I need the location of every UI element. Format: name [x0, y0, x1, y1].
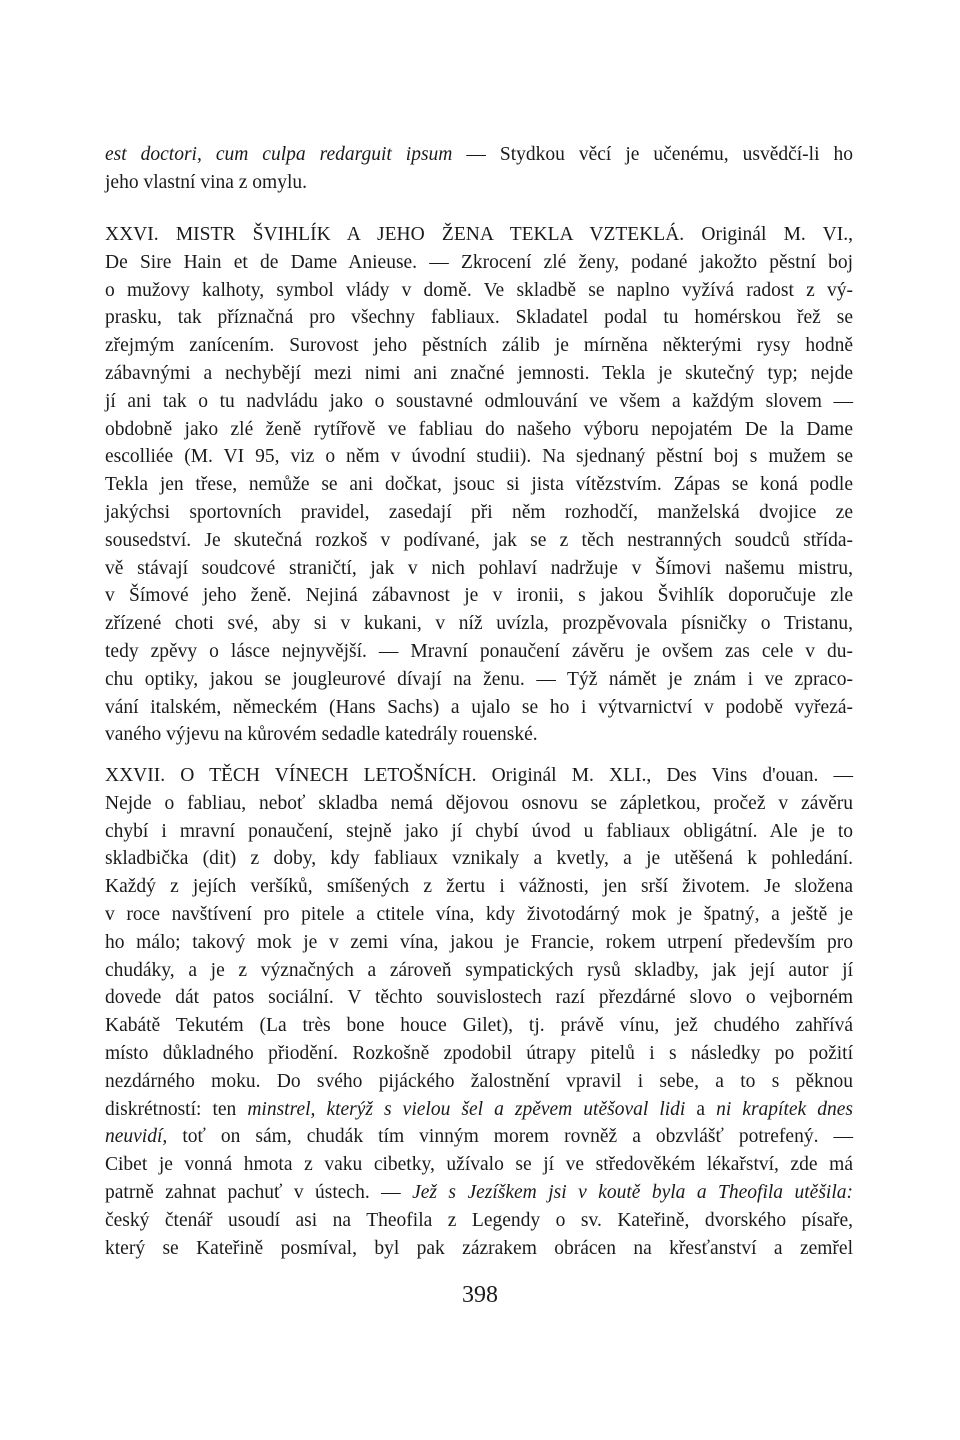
paragraph-line: v Šímové jeho ženě. Nejiná zábavnost je v ironii, s jakou Švihlík doporučuje zle: [105, 585, 853, 607]
paragraph-line: jakýchsi sportovních pravidel, zasedají při něm rozhodčí, manželská dvojice ze: [105, 501, 853, 523]
paragraph-line: o mužovy kalhoty, symbol vlády v domě. Ve skladbě se naplno vyžívá radost z vý-: [105, 279, 853, 301]
intro-line: jeho vlastní vina z omylu.: [105, 171, 308, 193]
paragraph-line: XXVII. O TĚCH VÍNECH LETOŠNÍCH. Originál M. XLI., Des Vins d'ouan. —: [105, 765, 853, 786]
paragraph-line: skladbička (dit) z doby, kdy fabliaux vznikaly a kvetly, a je utěšená k pohledání.: [105, 848, 853, 870]
section-xxvii: [105, 762, 853, 1262]
paragraph-line: zábavnými a nechybějí mezi nimi ani značné jemnosti. Tekla je skutečný typ; nejde: [105, 362, 853, 384]
paragraph-line: ho málo; takový mok je v zemi vína, jakou je Francie, rokem utrpení především pro: [105, 931, 853, 953]
paragraph-line: De Sire Hain et de Dame Anieuse. — Zkrocení zlé ženy, podané jakožto pěstní boj: [105, 251, 853, 273]
paragraph-line: Cibet je vonná hmota z vaku cibetky, užívalo se jí ve středověkém lékařství, zde má: [105, 1154, 853, 1176]
paragraph-line: chybí i mravní ponaučení, stejně jako jí chybí úvod u fabliaux obligátní. Ale je to: [105, 820, 853, 842]
paragraph-line: jí ani tak o tu nadvládu jako o soustavné odmlouvání ve všem a každým slovem —: [105, 390, 853, 412]
paragraph-line: tedy zpěvy o lásce nejnyvější. — Mravní ponaučení závěru je ovšem zas cele v du-: [105, 640, 853, 662]
paragraph-line: escolliée (M. VI 95, viz o něm v úvodní studii). Na sjednaný pěstní boj s mužem se: [105, 446, 853, 468]
paragraph-line: chudáky, a je z význačných a zároveň sympatických rysů skladby, jak její autor jí: [105, 959, 853, 981]
intro-paragraph: [105, 141, 853, 197]
paragraph-line: český čtenář usoudí asi na Theofila z Legendy o sv. Kateřině, dvorského písaře,: [105, 1209, 853, 1231]
paragraph-line: nezdárného moku. Do svého pijáckého žalostnění vpravil i sebe, a to s pěknou: [105, 1070, 853, 1092]
paragraph-line: chu optiky, jakou se jougleurové dívají na ženu. — Týž námět je znám i ve zpraco-: [105, 668, 853, 690]
paragraph-line: místo důkladného přiodění. Rozkošně zpodobil útrapy pitelů i s následky po požití: [105, 1042, 853, 1064]
paragraph-line: vě stávají soudcové straničtí, jak v nich pohlaví nadržuje v Šímovi našemu mistru,: [105, 557, 853, 579]
paragraph-line: vání italském, německém (Hans Sachs) a ujalo se ho i výtvarnictví v podobě vyřezá-: [105, 696, 853, 718]
paragraph-line: obdobně jako zlé ženě rytířově ve fabliau do našeho výboru nepojatém De la Dame: [105, 418, 853, 440]
paragraph-line: Každý z jejích veršíků, smíšených z žertu i vážnosti, jen srší životem. Je složena: [105, 876, 853, 898]
paragraph-line: patrně zahnat pachuť v ústech. — Jež s Jezíškem jsi v koutě byla a Theofila utěšila:: [105, 1181, 853, 1203]
paragraph-line: neuvidí, toť on sám, chudák tím vinným morem rovněž a obzvlášť potrefený. —: [105, 1126, 853, 1148]
latin-quote: est doctori, cum culpa redarguit ipsum: [105, 144, 453, 165]
page-number: 398: [462, 1282, 498, 1308]
paragraph-line: v roce navštívení pro pitele a ctitele vína, kdy životodárný mok je špatný, a ještě je: [105, 903, 853, 925]
intro-line: est doctori, cum culpa redarguit ipsum — Stydkou věcí je učenému, usvědčí-li ho: [105, 144, 853, 165]
paragraph-line: Tekla jen třese, nemůže se ani dočkat, jsouc si jista vítězstvím. Zápas se koná podle: [105, 474, 853, 496]
paragraph-line: Nejde o fabliau, neboť skladba nemá dějovou osnovu se zápletkou, pročež v závěru: [105, 792, 853, 814]
paragraph-line: diskrétností: ten minstrel, kterýž s vielou šel a zpěvem utěšoval lidi a ni krapítek dnes: [105, 1098, 853, 1120]
paragraph-line: zřízené choti své, aby si v kukani, v níž uvízla, prozpěvovala písničky o Tristanu,: [105, 613, 853, 635]
paragraph-line: sousedství. Je skutečná rozkoš v podívané, jak se z těch nestranných soudců střída-: [105, 529, 853, 551]
paragraph-line: XXVI. MISTR ŠVIHLÍK A JEHO ŽENA TEKLA VZTEKLÁ. Originál M. VI.,: [105, 224, 853, 245]
section-xxvi: [105, 221, 853, 749]
paragraph-line: který se Kateřině posmíval, byl pak zázrakem obrácen na křesťanství a zemřel: [105, 1237, 853, 1259]
paragraph-line: dovede dát patos sociální. V těchto souvislostech razí přezdárné slovo o vejborném: [105, 987, 853, 1009]
paragraph-line: Kabátě Tekutém (La très bone houce Gilet), tj. právě vínu, jež chudého zahřívá: [105, 1015, 853, 1037]
paragraph-line: prasku, tak příznačná pro všechny fabliaux. Skladatel podal tu homérskou řež se: [105, 307, 853, 329]
paragraph-line: vaného výjevu na kůrovém sedadle katedrály rouenské.: [105, 724, 538, 746]
paragraph-line: zřejmým zanícením. Surovost jeho pěstních zálib je mírněna některými rysy hodně: [105, 335, 853, 357]
